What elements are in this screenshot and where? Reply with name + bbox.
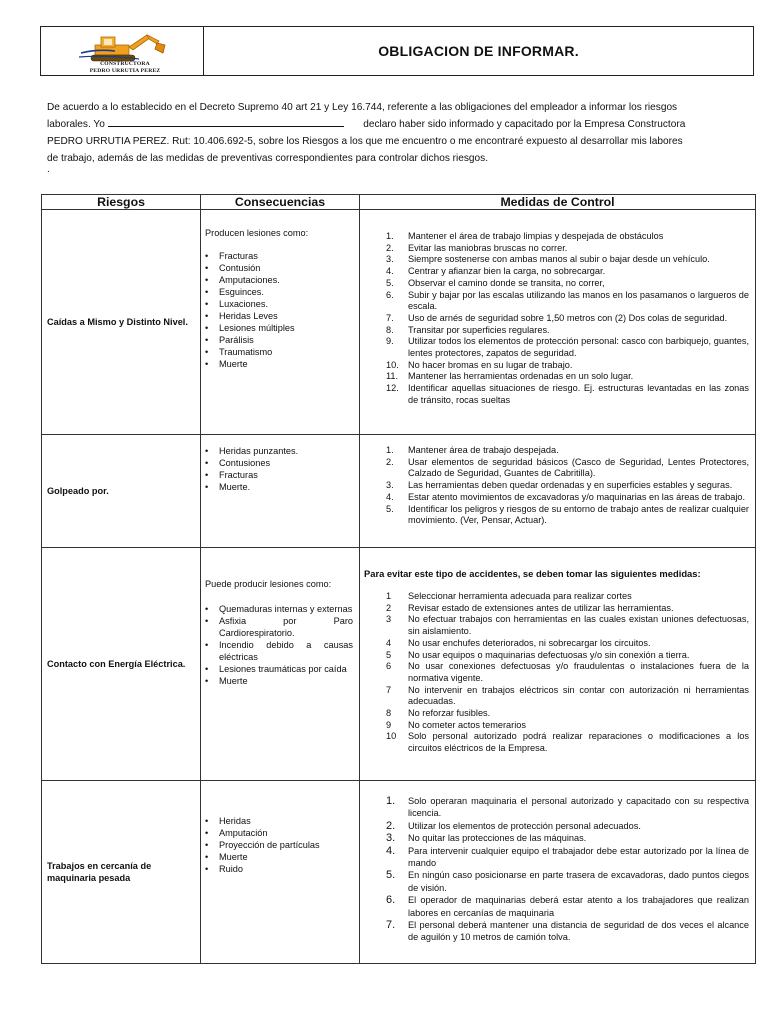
measures-cell [360, 548, 756, 781]
table-row [42, 435, 756, 548]
risk-cell: Trabajos en cercanía de maquinaria pesada [42, 781, 201, 964]
list-item: • Amputación [203, 827, 353, 839]
list-item: 6 No usar conexiones defectuosas y/o fraudulentas o instalaciones fuera de la normativa vigente. [386, 661, 749, 683]
name-blank-field[interactable] [108, 117, 344, 127]
consequences-cell [201, 781, 360, 964]
list-item: • Heridas punzantes. [203, 445, 353, 457]
list-item: 2. Usar elementos de seguridad básicos (Casco de Seguridad, Lentes Protectores, Calzado de Seguridad, Guantes de Cabritilla). [386, 456, 749, 479]
list-item: • Luxaciones. [203, 298, 353, 310]
intro-dot: . [47, 164, 50, 175]
header-medidas: Medidas de Control [360, 195, 756, 210]
logo-line-2: PEDRO URRUTIA PEREZ [89, 68, 161, 74]
list-item: • Contusión [203, 262, 353, 274]
list-item: 9 No cometer actos temerarios [386, 719, 526, 730]
list-item: 2 Revisar estado de extensiones antes de utilizar las herramientas. [386, 602, 674, 613]
list-item: 4 No usar enchufes deteriorados, ni sobrecargar los circuitos. [386, 637, 651, 648]
list-item: • Lesiones traumáticas por caída [203, 663, 353, 675]
consequences-cell [201, 435, 360, 548]
list-item: 5 No usar equipos o maquinarias defectuosas y/o sin conexión a tierra. [386, 649, 690, 660]
list-item: 9. Utilizar todos los elementos de protección personal: casco con barbiquejo, guantes, lentes protectores, zapatos de seguridad. [386, 336, 749, 359]
list-item: • Contusiones [203, 457, 353, 469]
measures-intro: Para evitar este tipo de accidentes, se deben tomar las siguientes medidas: [364, 568, 701, 579]
list-item: 4. Para intervenir cualquier equipo el trabajador debe estar autorizado por la línea de mando [386, 844, 749, 869]
consequences-cell [201, 210, 360, 435]
measures-cell [360, 210, 756, 435]
list-item: • Proyección de partículas [203, 839, 353, 851]
list-item: 1. Mantener área de trabajo despejada. [386, 445, 559, 455]
consequences-list [203, 445, 353, 493]
list-item: 8 No reforzar fusibles. [386, 708, 491, 719]
measures-list [364, 795, 749, 944]
risk-cell: Contacto con Energía Eléctrica. [42, 548, 201, 781]
list-item: 4. Centrar y afianzar bien la carga, no sobrecargar. [386, 266, 606, 277]
measures-cell [360, 781, 756, 964]
measures-list [364, 231, 749, 407]
list-item: 8. Transitar por superficies regulares. [386, 324, 550, 335]
list-item: 5. Observar el camino donde se transita, no correr, [386, 277, 605, 288]
list-item: • Incendio debido a causas eléctricas [203, 639, 353, 663]
intro-paragraph [47, 99, 719, 167]
consequences-list [203, 603, 353, 687]
list-item: • Asfixia por Paro Cardiorespiratorio. [203, 615, 353, 639]
table-row [42, 210, 756, 435]
list-item: 2. Evitar las maniobras bruscas no correr. [386, 242, 568, 253]
list-item: 10. No hacer bromas en su lugar de trabajo. [386, 359, 573, 370]
header-consecuencias: Consecuencias [201, 195, 360, 210]
list-item: • Esguinces. [203, 286, 353, 298]
list-item: 1. Solo operaran maquinaria el personal autorizado y capacitado con su respectiva licencia. [386, 795, 749, 819]
list-item: 6. Subir y bajar por las escalas utilizando las manos en los pasamanos o largueros de escala. [386, 289, 749, 312]
document-title: OBLIGACION DE INFORMAR. [378, 43, 579, 59]
list-item: 1 Seleccionar herramienta adecuada para realizar cortes [386, 591, 632, 601]
list-item: 3 No efectuar trabajos con herramientas en las cuales existan uniones defectuosas, sin aislamiento. [386, 614, 749, 637]
list-item: • Muerte [203, 358, 353, 370]
intro-line-3: PEDRO URRUTIA PEREZ. Rut: 10.406.692-5, sobre los Riesgos a los que me encuentro o me encontraré expuesto al desarrollar mis labores [47, 136, 683, 147]
intro-line-1: De acuerdo a lo establecido en el Decreto Supremo 40 art 21 y Ley 16.744, referente a las obligaciones del empleador a informar los riesgos [47, 102, 678, 113]
list-item: 3. Las herramientas deben quedar ordenadas y en superficies estables y seguras. [386, 480, 733, 491]
table-header-row [42, 195, 756, 210]
consequences-intro: Puede producir lesiones como: [205, 579, 332, 589]
list-item: • Lesiones múltiples [203, 322, 353, 334]
list-item: 2. Utilizar los elementos de protección personal adecuados. [386, 819, 641, 832]
list-item: 7. Uso de arnés de seguridad sobre 1,50 metros con (2) Dos colas de seguridad. [386, 312, 728, 323]
list-item: • Traumatismo [203, 346, 353, 358]
list-item: 1. Mantener el área de trabajo limpias y despejada de obstáculos [386, 231, 664, 241]
list-item: 7. El personal deberá mantener una distancia de seguridad de dos veces el alcance de aguilón y 10 metros de camión tolva. [386, 919, 749, 943]
list-item: 5. Identificar los peligros y riesgos de su entorno de trabajo antes de realizar cualquier movimiento. (Ver, Pensar, Actuar). [386, 503, 749, 526]
list-item: • Heridas Leves [203, 310, 353, 322]
company-logo [41, 27, 204, 75]
intro-line-2-start: laborales. Yo [47, 119, 105, 130]
list-item: 6. El operador de maquinarias deberá estar atento a los trabajadores que realizan labores en cercanías de maquinaria [386, 894, 749, 918]
consequences-list [203, 250, 353, 370]
list-item: 3. Siempre sostenerse con ambas manos al subir o bajar desde un vehículo. [386, 254, 710, 265]
logo-line-1: CONSTRUCTORA [100, 61, 150, 67]
consequences-list [203, 815, 353, 875]
list-item: • Ruido [203, 863, 353, 875]
list-item: 7 No intervenir en trabajos eléctricos sin contar con autorización ni herramientas adecuadas. [386, 684, 749, 707]
measures-list [364, 445, 749, 527]
measures-list [364, 591, 749, 755]
list-item: 3. No quitar las protecciones de las máquinas. [386, 832, 587, 845]
list-item: • Muerte [203, 675, 353, 687]
intro-line-2 [47, 116, 719, 133]
list-item: • Fracturas [203, 250, 353, 262]
measures-cell [360, 435, 756, 548]
table-row [42, 548, 756, 781]
header-riesgos: Riesgos [42, 195, 201, 210]
list-item: • Parálisis [203, 334, 353, 346]
excavator-logo-icon [77, 31, 173, 65]
list-item: 10 Solo personal autorizado podrá realizar reparaciones o modificaciones a los circuitos eléctricos de la Empresa. [386, 731, 749, 754]
document-header [40, 26, 754, 76]
risk-cell: Caídas a Mismo y Distinto Nivel. [42, 210, 201, 435]
list-item: • Quemaduras internas y externas [203, 603, 353, 615]
list-item: 12. Identificar aquellas situaciones de riesgo. Ej. estructuras levantadas en las zonas de tránsito, rocas sueltas [386, 383, 749, 405]
consequences-intro: Producen lesiones como: [205, 228, 309, 238]
consequences-cell [201, 548, 360, 781]
intro-line-4: de trabajo, además de las medidas de preventivas correspondientes para controlar dichos riesgos. [47, 153, 489, 164]
list-item: • Muerte [203, 851, 353, 863]
list-item: • Heridas [203, 815, 353, 827]
risk-table [41, 194, 756, 964]
list-item: 5. En ningún caso posicionarse en parte trasera de excavadoras, dado puntos ciegos de visión. [386, 869, 749, 893]
risk-cell: Golpeado por. [42, 435, 201, 548]
list-item: • Muerte. [203, 481, 353, 493]
table-row [42, 781, 756, 964]
list-item: 11. Mantener las herramientas ordenadas en un solo lugar. [386, 371, 634, 382]
list-item: • Amputaciones. [203, 274, 353, 286]
intro-line-2-end: declaro haber sido informado y capacitado por la Empresa Constructora [363, 119, 686, 130]
list-item: 4. Estar atento movimientos de excavadoras y/o maquinarias en las áreas de trabajo. [386, 491, 746, 502]
list-item: • Fracturas [203, 469, 353, 481]
